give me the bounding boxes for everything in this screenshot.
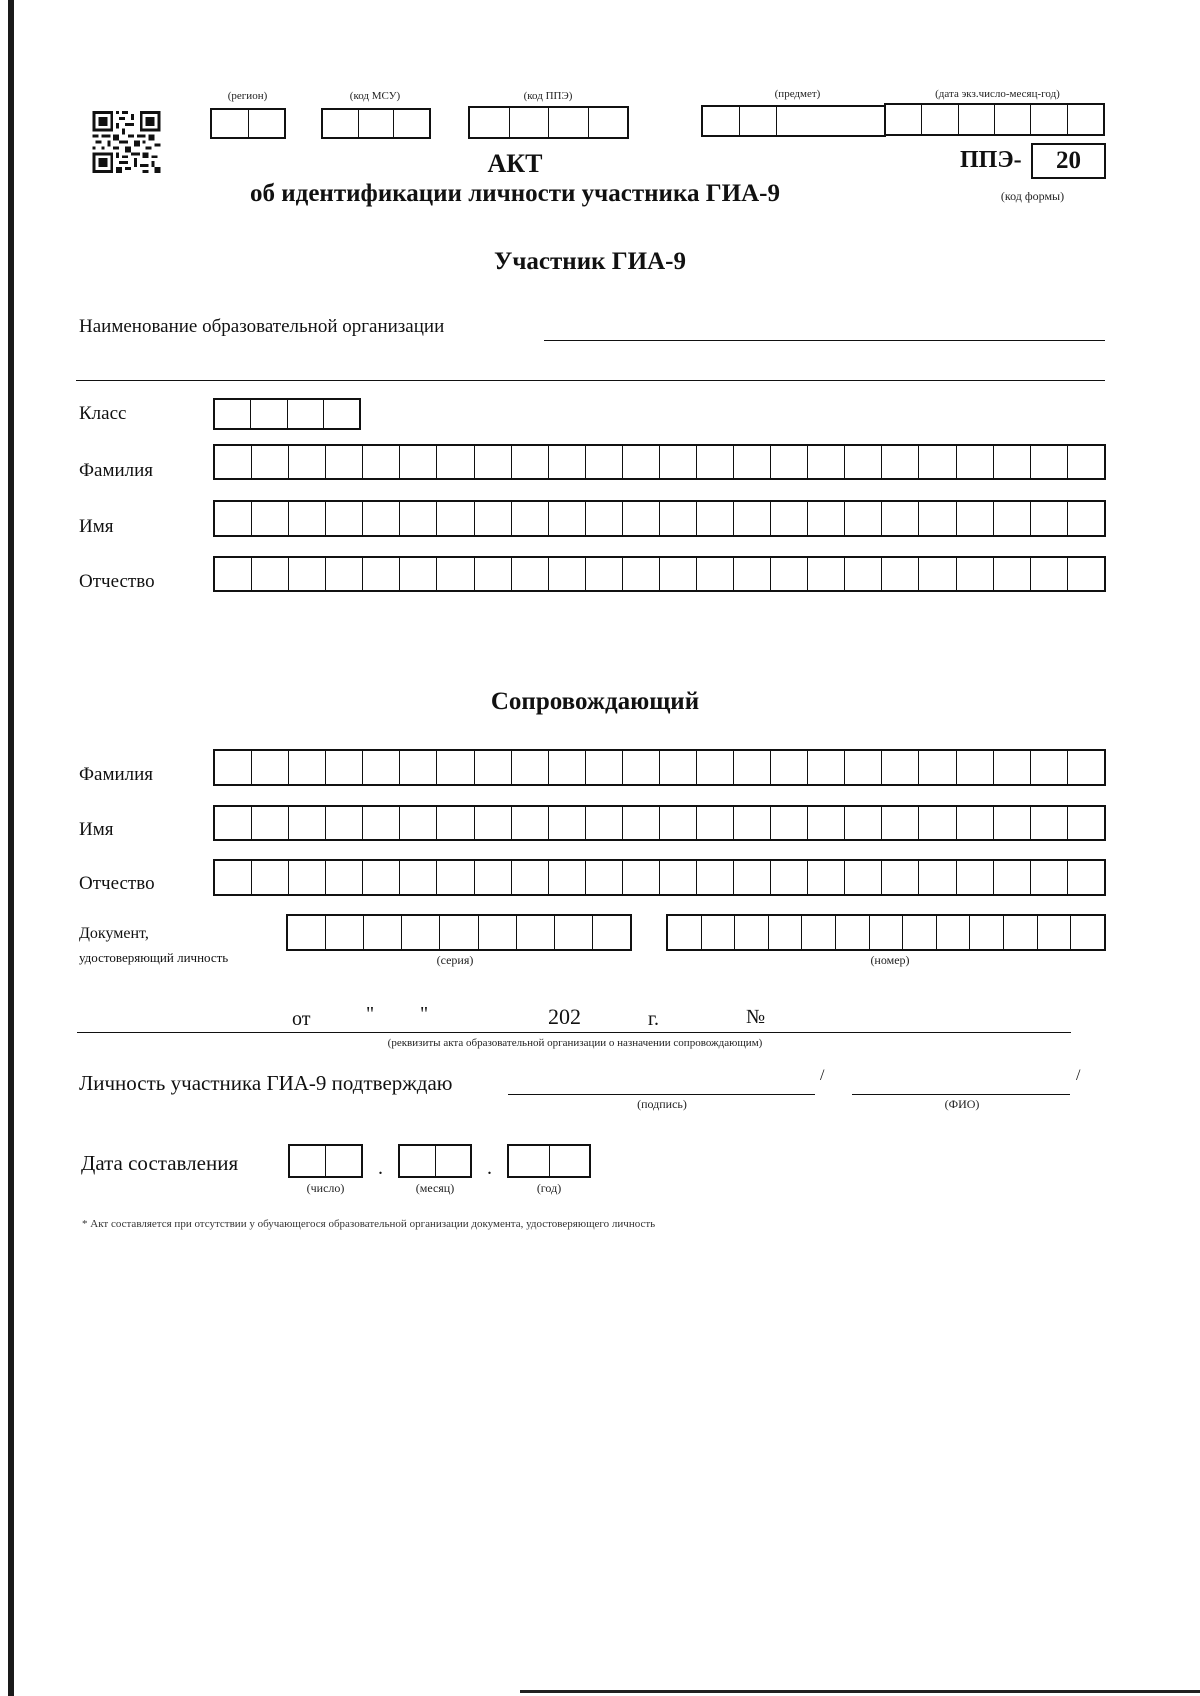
confirm-label: Личность участника ГИА-9 подтверждаю <box>79 1071 453 1095</box>
letter-cell[interactable] <box>882 807 919 839</box>
input-cell[interactable] <box>777 107 884 135</box>
letter-cell[interactable] <box>697 807 734 839</box>
order-year-suffix: г. <box>648 1008 659 1030</box>
letter-cell[interactable] <box>549 861 586 894</box>
input-cell[interactable] <box>593 916 630 949</box>
letter-cell[interactable] <box>512 807 549 839</box>
letter-cell[interactable] <box>1031 558 1068 590</box>
msu-caption: (код МСУ) <box>349 90 401 102</box>
letter-cell[interactable] <box>623 502 660 535</box>
input-cell[interactable] <box>1071 916 1104 949</box>
escort-patronymic-label: Отчество <box>79 873 155 894</box>
letter-cell[interactable] <box>289 861 326 894</box>
date-day-cells[interactable] <box>288 1144 363 1178</box>
letter-cell[interactable] <box>660 558 697 590</box>
letter-cell[interactable] <box>400 807 437 839</box>
letter-cell[interactable] <box>882 861 919 894</box>
letter-cell[interactable] <box>660 807 697 839</box>
order-from: от <box>292 1008 311 1030</box>
letter-cell[interactable] <box>845 558 882 590</box>
input-cell[interactable] <box>550 1146 590 1176</box>
input-cell[interactable] <box>326 1146 361 1176</box>
letter-cell[interactable] <box>363 861 400 894</box>
letter-cell[interactable] <box>660 502 697 535</box>
letter-cell[interactable] <box>586 861 623 894</box>
input-cell[interactable] <box>703 107 740 135</box>
document-number-cells[interactable] <box>666 914 1106 951</box>
letter-cell[interactable] <box>252 807 289 839</box>
letter-cell[interactable] <box>363 558 400 590</box>
input-cell[interactable] <box>215 400 251 428</box>
input-cell[interactable] <box>995 105 1031 134</box>
letter-cell[interactable] <box>215 446 252 478</box>
letter-cell[interactable] <box>660 751 697 784</box>
letter-cell[interactable] <box>289 751 326 784</box>
exam-date-cells[interactable] <box>884 103 1105 136</box>
letter-cell[interactable] <box>289 807 326 839</box>
letter-cell[interactable] <box>697 558 734 590</box>
letter-cell[interactable] <box>215 558 252 590</box>
letter-cell[interactable] <box>512 446 549 478</box>
letter-cell[interactable] <box>586 807 623 839</box>
participant-name-label: Имя <box>79 516 114 537</box>
letter-cell[interactable] <box>623 446 660 478</box>
participant-patronymic-cells[interactable] <box>213 556 1106 592</box>
letter-cell[interactable] <box>437 502 474 535</box>
letter-cell[interactable] <box>994 502 1031 535</box>
input-cell[interactable] <box>400 1146 436 1176</box>
input-cell[interactable] <box>326 916 364 949</box>
letter-cell[interactable] <box>252 502 289 535</box>
letter-cell[interactable] <box>660 446 697 478</box>
form-prefix: ППЭ- <box>960 147 1022 173</box>
letter-cell[interactable] <box>808 446 845 478</box>
participant-heading: Участник ГИА-9 <box>493 248 687 275</box>
letter-cell[interactable] <box>771 861 808 894</box>
letter-cell[interactable] <box>549 446 586 478</box>
class-cells[interactable] <box>213 398 361 430</box>
letter-cell[interactable] <box>808 502 845 535</box>
document-title: АКТ <box>487 149 543 178</box>
input-cell[interactable] <box>836 916 870 949</box>
escort-name-cells[interactable] <box>213 805 1106 841</box>
letter-cell[interactable] <box>215 502 252 535</box>
letter-cell[interactable] <box>1068 502 1104 535</box>
input-cell[interactable] <box>970 916 1004 949</box>
date-dot-1: . <box>378 1157 383 1179</box>
letter-cell[interactable] <box>400 502 437 535</box>
input-cell[interactable] <box>959 105 995 134</box>
ppe-code-cells[interactable] <box>468 106 629 139</box>
escort-surname-label: Фамилия <box>79 764 154 785</box>
subject-caption: (предмет) <box>774 88 821 100</box>
letter-cell[interactable] <box>1068 558 1104 590</box>
letter-cell[interactable] <box>437 446 474 478</box>
letter-cell[interactable] <box>734 861 771 894</box>
letter-cell[interactable] <box>363 446 400 478</box>
letter-cell[interactable] <box>326 751 363 784</box>
letter-cell[interactable] <box>586 502 623 535</box>
ppe-code-caption: (код ППЭ) <box>523 90 573 102</box>
input-cell[interactable] <box>510 108 550 137</box>
letter-cell[interactable] <box>734 446 771 478</box>
order-number-sign: № <box>746 1006 766 1028</box>
letter-cell[interactable] <box>1068 751 1104 784</box>
letter-cell[interactable] <box>512 502 549 535</box>
letter-cell[interactable] <box>697 502 734 535</box>
letter-cell[interactable] <box>289 446 326 478</box>
msu-cells[interactable] <box>321 108 431 139</box>
letter-cell[interactable] <box>400 751 437 784</box>
letter-cell[interactable] <box>919 751 956 784</box>
participant-surname-label: Фамилия <box>79 460 154 481</box>
form-code-caption: (код формы) <box>1000 189 1065 203</box>
letter-cell[interactable] <box>734 558 771 590</box>
order-caption: (реквизиты акта образовательной организации о назначении сопровождающим) <box>387 1037 763 1049</box>
letter-cell[interactable] <box>771 502 808 535</box>
input-cell[interactable] <box>440 916 478 949</box>
participant-patronymic-label: Отчество <box>79 571 155 592</box>
form-number-box: 20 <box>1031 143 1106 179</box>
letter-cell[interactable] <box>400 861 437 894</box>
letter-cell[interactable] <box>771 751 808 784</box>
input-cell[interactable] <box>249 110 285 137</box>
letter-cell[interactable] <box>994 807 1031 839</box>
input-cell[interactable] <box>402 916 440 949</box>
letter-cell[interactable] <box>882 446 919 478</box>
letter-cell[interactable] <box>1068 807 1104 839</box>
letter-cell[interactable] <box>1031 502 1068 535</box>
fio-line[interactable] <box>852 1094 1070 1095</box>
letter-cell[interactable] <box>326 502 363 535</box>
letter-cell[interactable] <box>475 807 512 839</box>
letter-cell[interactable] <box>215 861 252 894</box>
document-series-cells[interactable] <box>286 914 632 951</box>
letter-cell[interactable] <box>437 861 474 894</box>
input-cell[interactable] <box>324 400 359 428</box>
letter-cell[interactable] <box>734 751 771 784</box>
letter-cell[interactable] <box>512 861 549 894</box>
letter-cell[interactable] <box>734 502 771 535</box>
order-year: 202 <box>548 1004 581 1029</box>
letter-cell[interactable] <box>882 502 919 535</box>
signature-caption: (подпись) <box>637 1097 687 1111</box>
letter-cell[interactable] <box>1068 446 1104 478</box>
document-label-line2: удостоверяющий личность <box>79 950 229 965</box>
letter-cell[interactable] <box>660 861 697 894</box>
letter-cell[interactable] <box>586 446 623 478</box>
letter-cell[interactable] <box>697 861 734 894</box>
letter-cell[interactable] <box>919 446 956 478</box>
region-cells[interactable] <box>210 108 286 139</box>
letter-cell[interactable] <box>437 558 474 590</box>
letter-cell[interactable] <box>623 807 660 839</box>
letter-cell[interactable] <box>994 861 1031 894</box>
confirm-slash-2: / <box>1076 1067 1081 1084</box>
input-cell[interactable] <box>802 916 836 949</box>
qr-code-icon <box>92 111 161 173</box>
letter-cell[interactable] <box>1031 446 1068 478</box>
date-dot-2: . <box>487 1157 492 1179</box>
input-cell[interactable] <box>937 916 971 949</box>
org-label: Наименование образовательной организации <box>79 316 445 337</box>
letter-cell[interactable] <box>623 861 660 894</box>
date-month-cells[interactable] <box>398 1144 472 1178</box>
scan-bottom-line <box>520 1690 1200 1693</box>
escort-heading: Сопровождающий <box>490 688 700 715</box>
input-cell[interactable] <box>668 916 702 949</box>
letter-cell[interactable] <box>957 446 994 478</box>
letter-cell[interactable] <box>252 446 289 478</box>
input-cell[interactable] <box>769 916 803 949</box>
region-caption: (регион) <box>227 90 268 102</box>
org-input-line[interactable] <box>544 340 1105 341</box>
input-cell[interactable] <box>517 916 555 949</box>
letter-cell[interactable] <box>475 751 512 784</box>
fio-caption: (ФИО) <box>944 1097 980 1111</box>
escort-surname-cells[interactable] <box>213 749 1106 786</box>
letter-cell[interactable] <box>882 751 919 784</box>
letter-cell[interactable] <box>437 807 474 839</box>
input-cell[interactable] <box>589 108 628 137</box>
input-cell[interactable] <box>288 916 326 949</box>
letter-cell[interactable] <box>697 751 734 784</box>
letter-cell[interactable] <box>326 558 363 590</box>
letter-cell[interactable] <box>363 751 400 784</box>
month-caption: (месяц) <box>415 1181 455 1195</box>
letter-cell[interactable] <box>994 446 1031 478</box>
letter-cell[interactable] <box>215 807 252 839</box>
letter-cell[interactable] <box>734 807 771 839</box>
letter-cell[interactable] <box>549 558 586 590</box>
letter-cell[interactable] <box>771 446 808 478</box>
date-label: Дата составления <box>81 1151 239 1175</box>
letter-cell[interactable] <box>994 751 1031 784</box>
letter-cell[interactable] <box>586 558 623 590</box>
letter-cell[interactable] <box>808 807 845 839</box>
letter-cell[interactable] <box>400 558 437 590</box>
confirm-slash-1: / <box>820 1067 825 1084</box>
letter-cell[interactable] <box>437 751 474 784</box>
series-caption: (серия) <box>436 953 474 967</box>
letter-cell[interactable] <box>771 807 808 839</box>
input-cell[interactable] <box>1031 105 1067 134</box>
letter-cell[interactable] <box>919 807 956 839</box>
letter-cell[interactable] <box>363 807 400 839</box>
letter-cell[interactable] <box>771 558 808 590</box>
date-year-cells[interactable] <box>507 1144 591 1178</box>
letter-cell[interactable] <box>1031 751 1068 784</box>
input-cell[interactable] <box>290 1146 326 1176</box>
day-caption: (число) <box>306 1181 345 1195</box>
input-cell[interactable] <box>1068 105 1103 134</box>
input-cell[interactable] <box>470 108 510 137</box>
class-label: Класс <box>79 403 127 424</box>
letter-cell[interactable] <box>957 558 994 590</box>
letter-cell[interactable] <box>252 558 289 590</box>
letter-cell[interactable] <box>994 558 1031 590</box>
letter-cell[interactable] <box>549 502 586 535</box>
letter-cell[interactable] <box>808 558 845 590</box>
document-subtitle: об идентификации личности участника ГИА-9 <box>250 180 780 207</box>
letter-cell[interactable] <box>363 502 400 535</box>
letter-cell[interactable] <box>549 807 586 839</box>
letter-cell[interactable] <box>512 751 549 784</box>
participant-surname-cells[interactable] <box>213 444 1106 480</box>
input-cell[interactable] <box>886 105 922 134</box>
letter-cell[interactable] <box>475 861 512 894</box>
input-cell[interactable] <box>323 110 359 137</box>
input-cell[interactable] <box>359 110 395 137</box>
input-cell[interactable] <box>394 110 429 137</box>
number-caption: (номер) <box>870 953 910 967</box>
input-cell[interactable] <box>903 916 937 949</box>
letter-cell[interactable] <box>1031 807 1068 839</box>
letter-cell[interactable] <box>957 502 994 535</box>
org-input-line-2[interactable] <box>76 380 1105 381</box>
letter-cell[interactable] <box>919 861 956 894</box>
year-caption: (год) <box>536 1181 562 1195</box>
letter-cell[interactable] <box>957 751 994 784</box>
letter-cell[interactable] <box>586 751 623 784</box>
document-label-line1: Документ, <box>79 925 149 942</box>
input-cell[interactable] <box>436 1146 471 1176</box>
letter-cell[interactable] <box>475 446 512 478</box>
letter-cell[interactable] <box>252 751 289 784</box>
input-cell[interactable] <box>509 1146 550 1176</box>
letter-cell[interactable] <box>808 751 845 784</box>
letter-cell[interactable] <box>1031 861 1068 894</box>
letter-cell[interactable] <box>623 751 660 784</box>
letter-cell[interactable] <box>697 446 734 478</box>
order-quote-close: " <box>420 1003 429 1025</box>
letter-cell[interactable] <box>919 558 956 590</box>
letter-cell[interactable] <box>326 807 363 839</box>
letter-cell[interactable] <box>252 861 289 894</box>
input-cell[interactable] <box>922 105 958 134</box>
letter-cell[interactable] <box>1068 861 1104 894</box>
input-cell[interactable] <box>212 110 249 137</box>
letter-cell[interactable] <box>475 502 512 535</box>
footnote: * Акт составляется при отсутствии у обучающегося образовательной организации документа, удостоверяющего личность <box>82 1218 656 1230</box>
letter-cell[interactable] <box>623 558 660 590</box>
letter-cell[interactable] <box>845 861 882 894</box>
participant-name-cells[interactable] <box>213 500 1106 537</box>
escort-name-label: Имя <box>79 819 114 840</box>
letter-cell[interactable] <box>289 558 326 590</box>
letter-cell[interactable] <box>512 558 549 590</box>
letter-cell[interactable] <box>845 751 882 784</box>
escort-patronymic-cells[interactable] <box>213 859 1106 896</box>
letter-cell[interactable] <box>326 446 363 478</box>
input-cell[interactable] <box>555 916 593 949</box>
input-cell[interactable] <box>288 400 324 428</box>
letter-cell[interactable] <box>475 558 512 590</box>
subject-cells[interactable] <box>701 105 886 137</box>
letter-cell[interactable] <box>957 861 994 894</box>
input-cell[interactable] <box>549 108 589 137</box>
input-cell[interactable] <box>740 107 777 135</box>
letter-cell[interactable] <box>919 502 956 535</box>
exam-date-caption: (дата экз.число-месяц-год) <box>935 88 1060 100</box>
input-cell[interactable] <box>1038 916 1072 949</box>
letter-cell[interactable] <box>215 751 252 784</box>
letter-cell[interactable] <box>845 446 882 478</box>
letter-cell[interactable] <box>957 807 994 839</box>
letter-cell[interactable] <box>326 861 363 894</box>
letter-cell[interactable] <box>549 751 586 784</box>
letter-cell[interactable] <box>845 807 882 839</box>
scan-left-edge <box>8 0 14 1696</box>
order-quote-open: " <box>366 1003 375 1025</box>
letter-cell[interactable] <box>882 558 919 590</box>
letter-cell[interactable] <box>400 446 437 478</box>
input-cell[interactable] <box>870 916 904 949</box>
letter-cell[interactable] <box>289 502 326 535</box>
input-cell[interactable] <box>735 916 769 949</box>
input-cell[interactable] <box>479 916 517 949</box>
letter-cell[interactable] <box>808 861 845 894</box>
input-cell[interactable] <box>364 916 402 949</box>
signature-line[interactable] <box>508 1094 815 1095</box>
order-details-line[interactable] <box>77 1032 1071 1033</box>
input-cell[interactable] <box>702 916 736 949</box>
input-cell[interactable] <box>251 400 287 428</box>
input-cell[interactable] <box>1004 916 1038 949</box>
letter-cell[interactable] <box>845 502 882 535</box>
